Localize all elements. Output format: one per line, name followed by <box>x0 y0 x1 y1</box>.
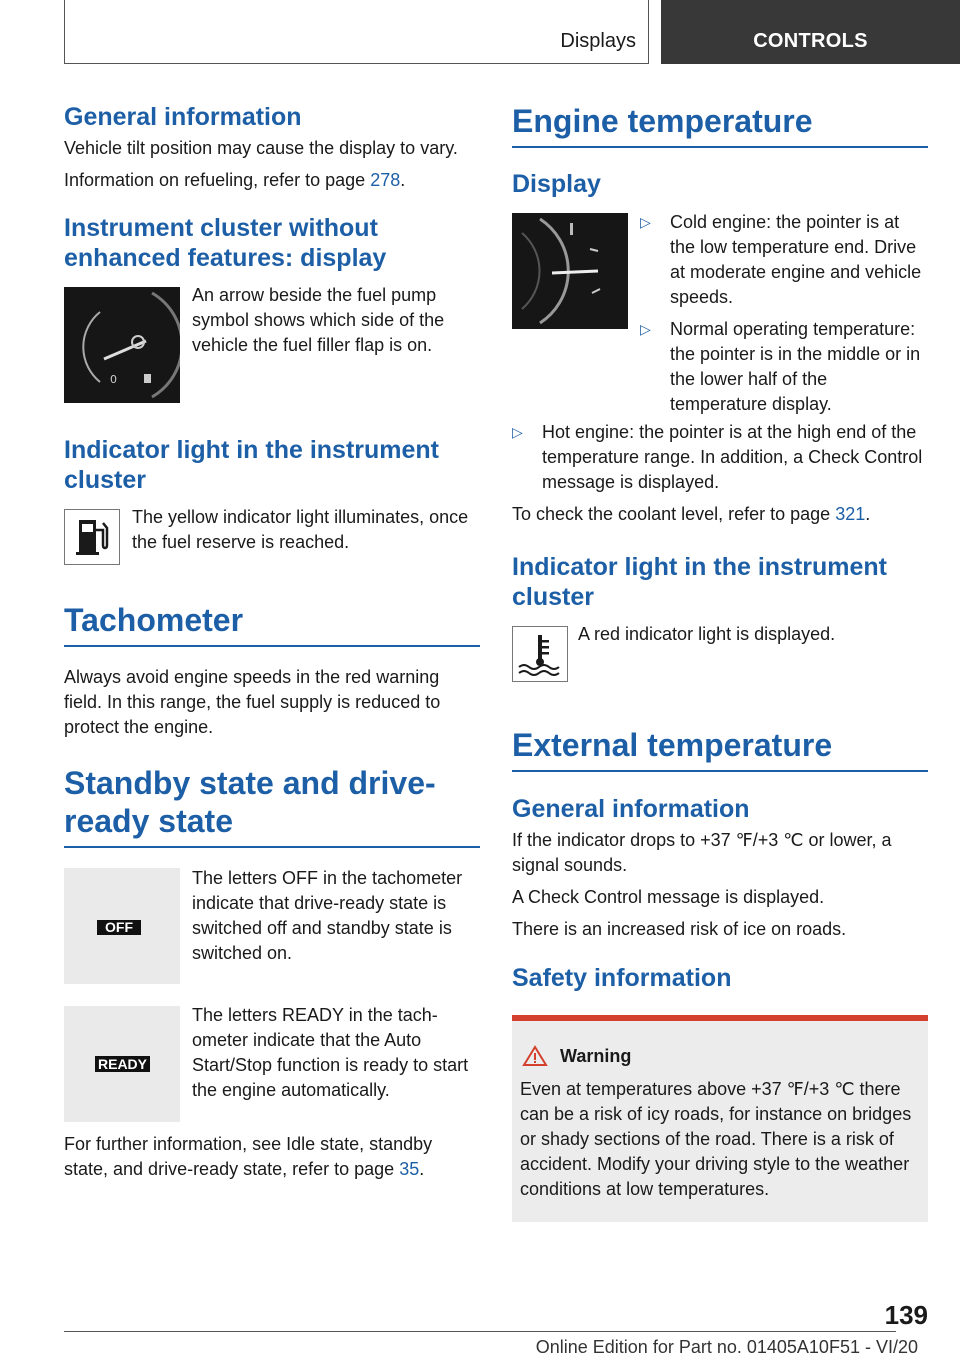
heading-safety-information: Safety information <box>512 964 732 992</box>
red-indicator-text: A red indicator light is displayed. <box>578 624 836 644</box>
heading-tachometer: Tachometer <box>64 601 480 647</box>
engine-temp-bullets-a <box>640 210 928 417</box>
fuel-pump-indicator <box>64 509 120 565</box>
warning-label: Warning <box>560 1045 632 1066</box>
off-text: The letters OFF in the tachometer indicate that drive-ready state is switched off and standby state is switched on. <box>192 868 463 963</box>
temperature-gauge-icon <box>512 213 628 329</box>
right-column <box>512 102 928 1222</box>
triangle-bullet-icon: ▷ <box>640 214 651 230</box>
tilt-paragraph: Vehicle tilt position may cause the display to vary. <box>64 138 458 158</box>
heading-cluster-display: Instrument cluster without enhanced features: display <box>64 214 387 272</box>
heading-display: Display <box>512 170 601 198</box>
coolant-paragraph: To check the coolant level, refer to page 321. <box>512 504 871 524</box>
header-bar <box>64 0 649 64</box>
fuel-gauge-icon <box>64 287 180 403</box>
fuel-arrow-text: An arrow beside the fuel pump symbol shows which side of the vehicle the fuel filler flap is on. <box>192 285 445 355</box>
bullet-hot-engine: ▷ Hot engine: the pointer is at the high end of the temperature range. In addition, a Check Control message is displayed. <box>512 422 923 492</box>
check-control-paragraph: A Check Control message is displayed. <box>512 887 825 907</box>
warning-triangle-icon <box>522 1045 548 1067</box>
warning-text: Even at temperatures above +37 ℉/+3 ℃ there can be a risk of icy roads, for instance on bridges or shady sections of the road. There is a risk of accident. Modify your driving style to the weather conditions at low temperatures. <box>520 1079 912 1199</box>
footer-divider <box>64 1331 896 1332</box>
triangle-bullet-icon: ▷ <box>640 321 651 337</box>
heading-indicator-light-left: Indicator light in the instrument cluster <box>64 436 439 494</box>
warning-box <box>512 1015 928 1222</box>
indicator-drops-paragraph: If the indicator drops to +37 ℉/+3 ℃ or lower, a signal sounds. <box>512 830 892 875</box>
page-link-35[interactable]: 35 <box>399 1159 420 1179</box>
off-image <box>64 868 180 984</box>
temperature-gauge-image <box>512 213 628 329</box>
fuel-gauge-row <box>64 287 480 403</box>
chapter-tab <box>661 0 960 64</box>
page-link-278[interactable]: 278 <box>370 170 401 190</box>
section-title: Displays <box>560 30 636 52</box>
heading-engine-temperature: Engine temperature <box>512 102 928 148</box>
refueling-paragraph: Information on refueling, refer to page 278. <box>64 170 406 190</box>
ice-risk-paragraph: There is an increased risk of ice on roads. <box>512 919 847 939</box>
ready-text: The letters READY in the tachometer indicate that the Auto Start/Stop function is ready to start the engine automatically. <box>192 1005 469 1100</box>
tachometer-text: Always avoid engine speeds in the red warning field. In this range, the fuel supply is reduced to protect the engine. <box>64 667 441 737</box>
fuel-reserve-text: The yellow indicator light illuminates, once the fuel reserve is reached. <box>132 507 469 552</box>
triangle-bullet-icon: ▷ <box>512 424 523 440</box>
off-badge: OFF <box>97 920 141 935</box>
engine-temp-row <box>512 213 928 417</box>
coolant-indicator <box>512 626 568 682</box>
ready-badge: READY <box>95 1056 150 1072</box>
fuel-pump-icon <box>65 510 119 564</box>
off-row <box>64 868 480 984</box>
further-info-paragraph: For further information, see Idle state, standby state, and drive-ready state, refer to page 35. <box>64 1134 433 1179</box>
heading-general-information-right: General information <box>512 795 750 823</box>
coolant-indicator-row <box>512 626 928 682</box>
edition-footer: Online Edition for Part no. 01405A10F51 - VI/20 <box>535 1337 918 1357</box>
engine-temp-bullets-b <box>512 420 928 495</box>
fuel-gauge-image <box>64 287 180 403</box>
heading-external-temperature: External temperature <box>512 726 928 772</box>
coolant-temperature-icon <box>513 627 567 681</box>
bullet-cold-engine: ▷ Cold engine: the pointer is at the low temperature end. Drive at moderate engine and vehicle speeds. <box>640 212 922 307</box>
fuel-indicator-row <box>64 509 480 565</box>
bullet-normal-temp: ▷ Normal operating temperature: the pointer is in the middle or in the lower half of the temperature display. <box>640 319 921 414</box>
ready-image <box>64 1006 180 1122</box>
ready-row <box>64 1006 480 1122</box>
chapter-tab-label: CONTROLS <box>753 30 868 52</box>
left-column <box>64 102 480 1182</box>
heading-indicator-light-right: Indicator light in the instrument cluster <box>512 553 887 611</box>
heading-general-information: General information <box>64 103 302 131</box>
page-number: 139 <box>884 1300 928 1330</box>
page-link-321[interactable]: 321 <box>835 504 866 524</box>
heading-standby-state: Standby state and drive- ready state <box>64 764 480 848</box>
svg-text:0: 0 <box>110 373 117 386</box>
warning-header <box>520 1045 920 1067</box>
